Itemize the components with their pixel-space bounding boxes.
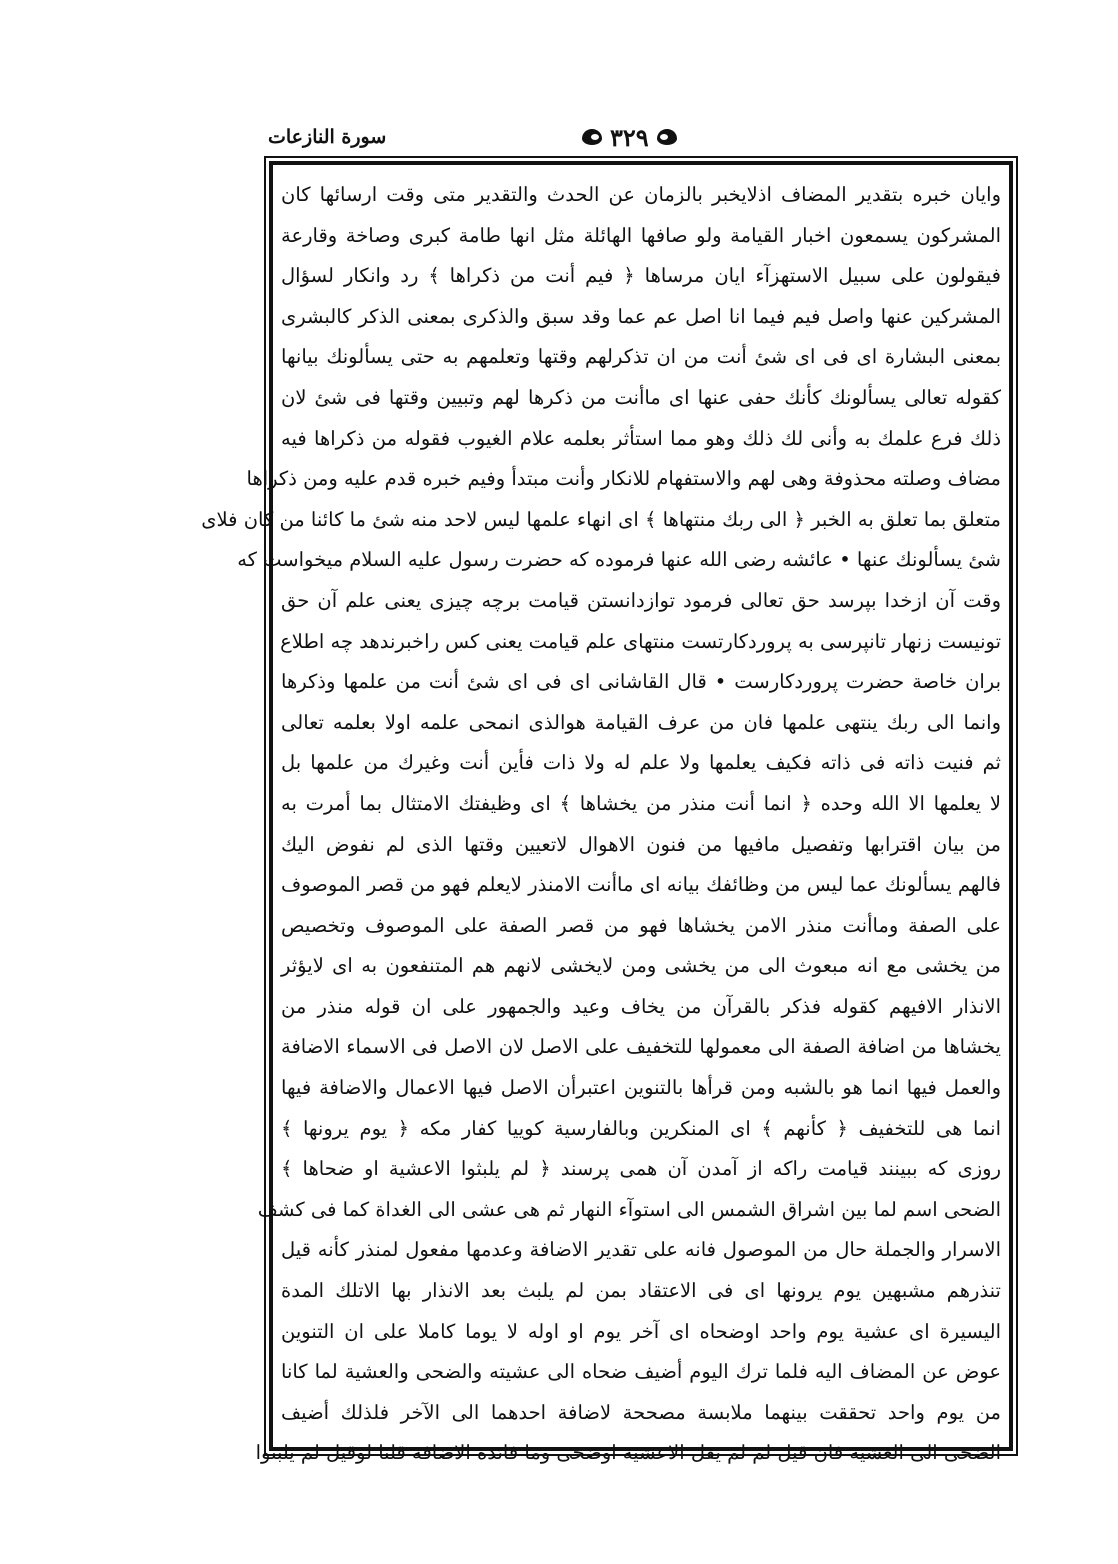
text-line: المشركون يسمعون اخبار القيامة ولو صافها الهائلة مثل انها طامة كبرى وصاخة وقارعة <box>281 223 1001 247</box>
text-line: وقت آن ازخدا بپرسد حق تعالى فرمود توازدانستن قيامت برچه چيزى يعنى علم آن حق <box>281 588 1001 612</box>
text-line: بران خاصة حضرت پروردكارست • قال القاشانى اى فى اى شئ أنت من علمها وذكرها <box>281 670 1001 694</box>
text-line: والعمل فيها انما هو بالشبه ومن قرأها بالتنوين اعتبرأن الاصل فيها الاعمال والاضافة فيها <box>281 1076 1001 1100</box>
ornament-right-icon <box>657 129 677 145</box>
text-line: الانذار الافيهم كقوله فذكر بالقرآن من يخاف وعيد والجمهور على ان قوله منذر من <box>281 994 1001 1018</box>
text-line: فيقولون على سبيل الاستهزآء ايان مرساها ﴿ فيم أنت من ذكراها ﴾ رد وانكار لسؤال <box>281 264 1001 288</box>
text-line: كقوله تعالى يسألونك كأنك حفى عنها اى ماأنت من ذكرها لهم وتبيين وقتها فى شئ لان <box>281 385 1001 409</box>
text-line: مضاف وصلته محذوفة وهى لهم والاستفهام للانكار وأنت مبتدأ وفيم خبره قدم عليه ومن ذكراها <box>246 467 1001 491</box>
text-line: على الصفة وماأنت منذر الامن يخشاها فهو من قصر الصفة على الموصوف وتخصيص <box>281 913 1001 937</box>
text-line: من بيان اقترابها وتفصيل مافيها من فنون الاهوال لاتعيين وقتها الذى لم نفوض اليك <box>281 832 1001 856</box>
text-line: تنذرهم مشبهين يوم يرونها اى فى الاعتقاد بمن لم يلبث بعد الانذار بها الاتلك المدة <box>281 1279 1001 1303</box>
text-line: وايان خبره بتقدير المضاف اذلايخبر بالزمان عن الحدث والتقدير متى وقت ارسائها كان <box>281 183 1001 206</box>
text-line: يخشاها من اضافة الصفة الى معمولها للتخفيف على الاصل لان الاصل فى الاسماء الاضافة <box>281 1035 1001 1059</box>
text-line: اليسيرة اى عشية يوم واحد اوضحاه اى آخر يوم او اوله لا يوما كاملا على ان التنوين <box>281 1319 1001 1343</box>
surah-title: سورة النازعات <box>268 126 387 148</box>
ornament-left-icon <box>582 129 602 145</box>
text-line: لا يعلمها الا الله وحده ﴿ انما أنت منذر من يخشاها ﴾ اى وظيفتك الامتثال بما أمرت به <box>281 791 1001 815</box>
body-text <box>201 175 1001 1474</box>
text-line: بمعنى البشارة اى فى اى شئ أنت من ان تذكرلهم وقتها وتعلمهم به حتى يسألونك بيانها <box>281 345 1001 369</box>
text-line: الضحى الى العشية فان قيل لم لم يقل الاعشية اوضحى وما فائدة الاضافة قلنا لوقيل لم يلبثوا <box>255 1441 1001 1465</box>
text-line: المشركين عنها واصل فيم فيما انا اصل عم عما وقد سبق والذكرى بمعنى الذكر كالبشرى <box>281 304 1001 328</box>
text-line: انما هى للتخفيف ﴿ كأنهم ﴾ اى المنكرين وبالفارسية كوييا كفار مكه ﴿ يوم يرونها ﴾ <box>281 1116 1001 1140</box>
text-line: عوض عن المضاف اليه فلما ترك اليوم أضيف ضحاه الى عشيته والضحى والعشية لما كانا <box>281 1360 1001 1384</box>
text-line: شئ يسألونك عنها • عائشه رضى الله عنها فرموده كه حضرت رسول عليه السلام ميخواست كه <box>237 548 1001 572</box>
text-line: متعلق بما تعلق به الخبر ﴿ الى ربك منتهاها ﴾ اى انهاء علمها ليس لاحد منه شئ ما كائنا من كان فلاى <box>201 507 1001 531</box>
text-line: ذلك فرع علمك به وأنى لك ذلك وهو مما استأثر بعلمه علام الغيوب فقوله من ذكراها فيه <box>281 426 1001 450</box>
text-line: الاسرار والجملة حال من الموصول فانه على تقدير الاضافة وعدمها مفعول لمنذر كأنه قيل <box>281 1238 1001 1262</box>
text-line: روزى كه ببينند قيامت راكه از آمدن آن همى پرسند ﴿ لم يلبثوا الاعشية او ضحاها ﴾ <box>281 1157 1001 1181</box>
text-line: من يخشى مع انه مبعوث الى من يخشى ومن لايخشى لانهم هم المتنفعون به اى لايؤثر <box>281 954 1001 978</box>
text-line: ثم فنيت ذاته فى ذاته فكيف يعلمها ولا علم له ولا ذات فأين أنت وغيرك من علمها بل <box>281 751 1001 775</box>
text-line: فالهم يسألونك عما ليس من وظائفك بيانه اى ماأنت الامنذر لايعلم فهو من قصر الموصوف <box>281 873 1001 897</box>
text-frame <box>201 156 1018 1465</box>
text-line: تونيست زنهار تانپرسى به پروردكارتست منتهاى علم قيامت يعنى كس راخبرندهد چه اطلاع <box>280 629 1001 653</box>
text-line: وانما الى ربك ينتهى علمها فان من عرف القيامة هوالذى انمحى علمه اولا بعلمه تعالى <box>281 710 1001 734</box>
text-frame-inner <box>201 161 1013 1465</box>
text-line: الضحى اسم لما بين اشراق الشمس الى استوآء النهار ثم هى عشى الى الغداة كما فى كشف <box>257 1197 1001 1221</box>
page-number-ornament <box>582 120 677 154</box>
page-number: ٣٢٩ <box>610 122 649 152</box>
text-line: من يوم واحد تحققت بينهما ملابسة مصححة لاضافة احدهما الى الآخر فلذلك أضيف <box>281 1400 1001 1424</box>
